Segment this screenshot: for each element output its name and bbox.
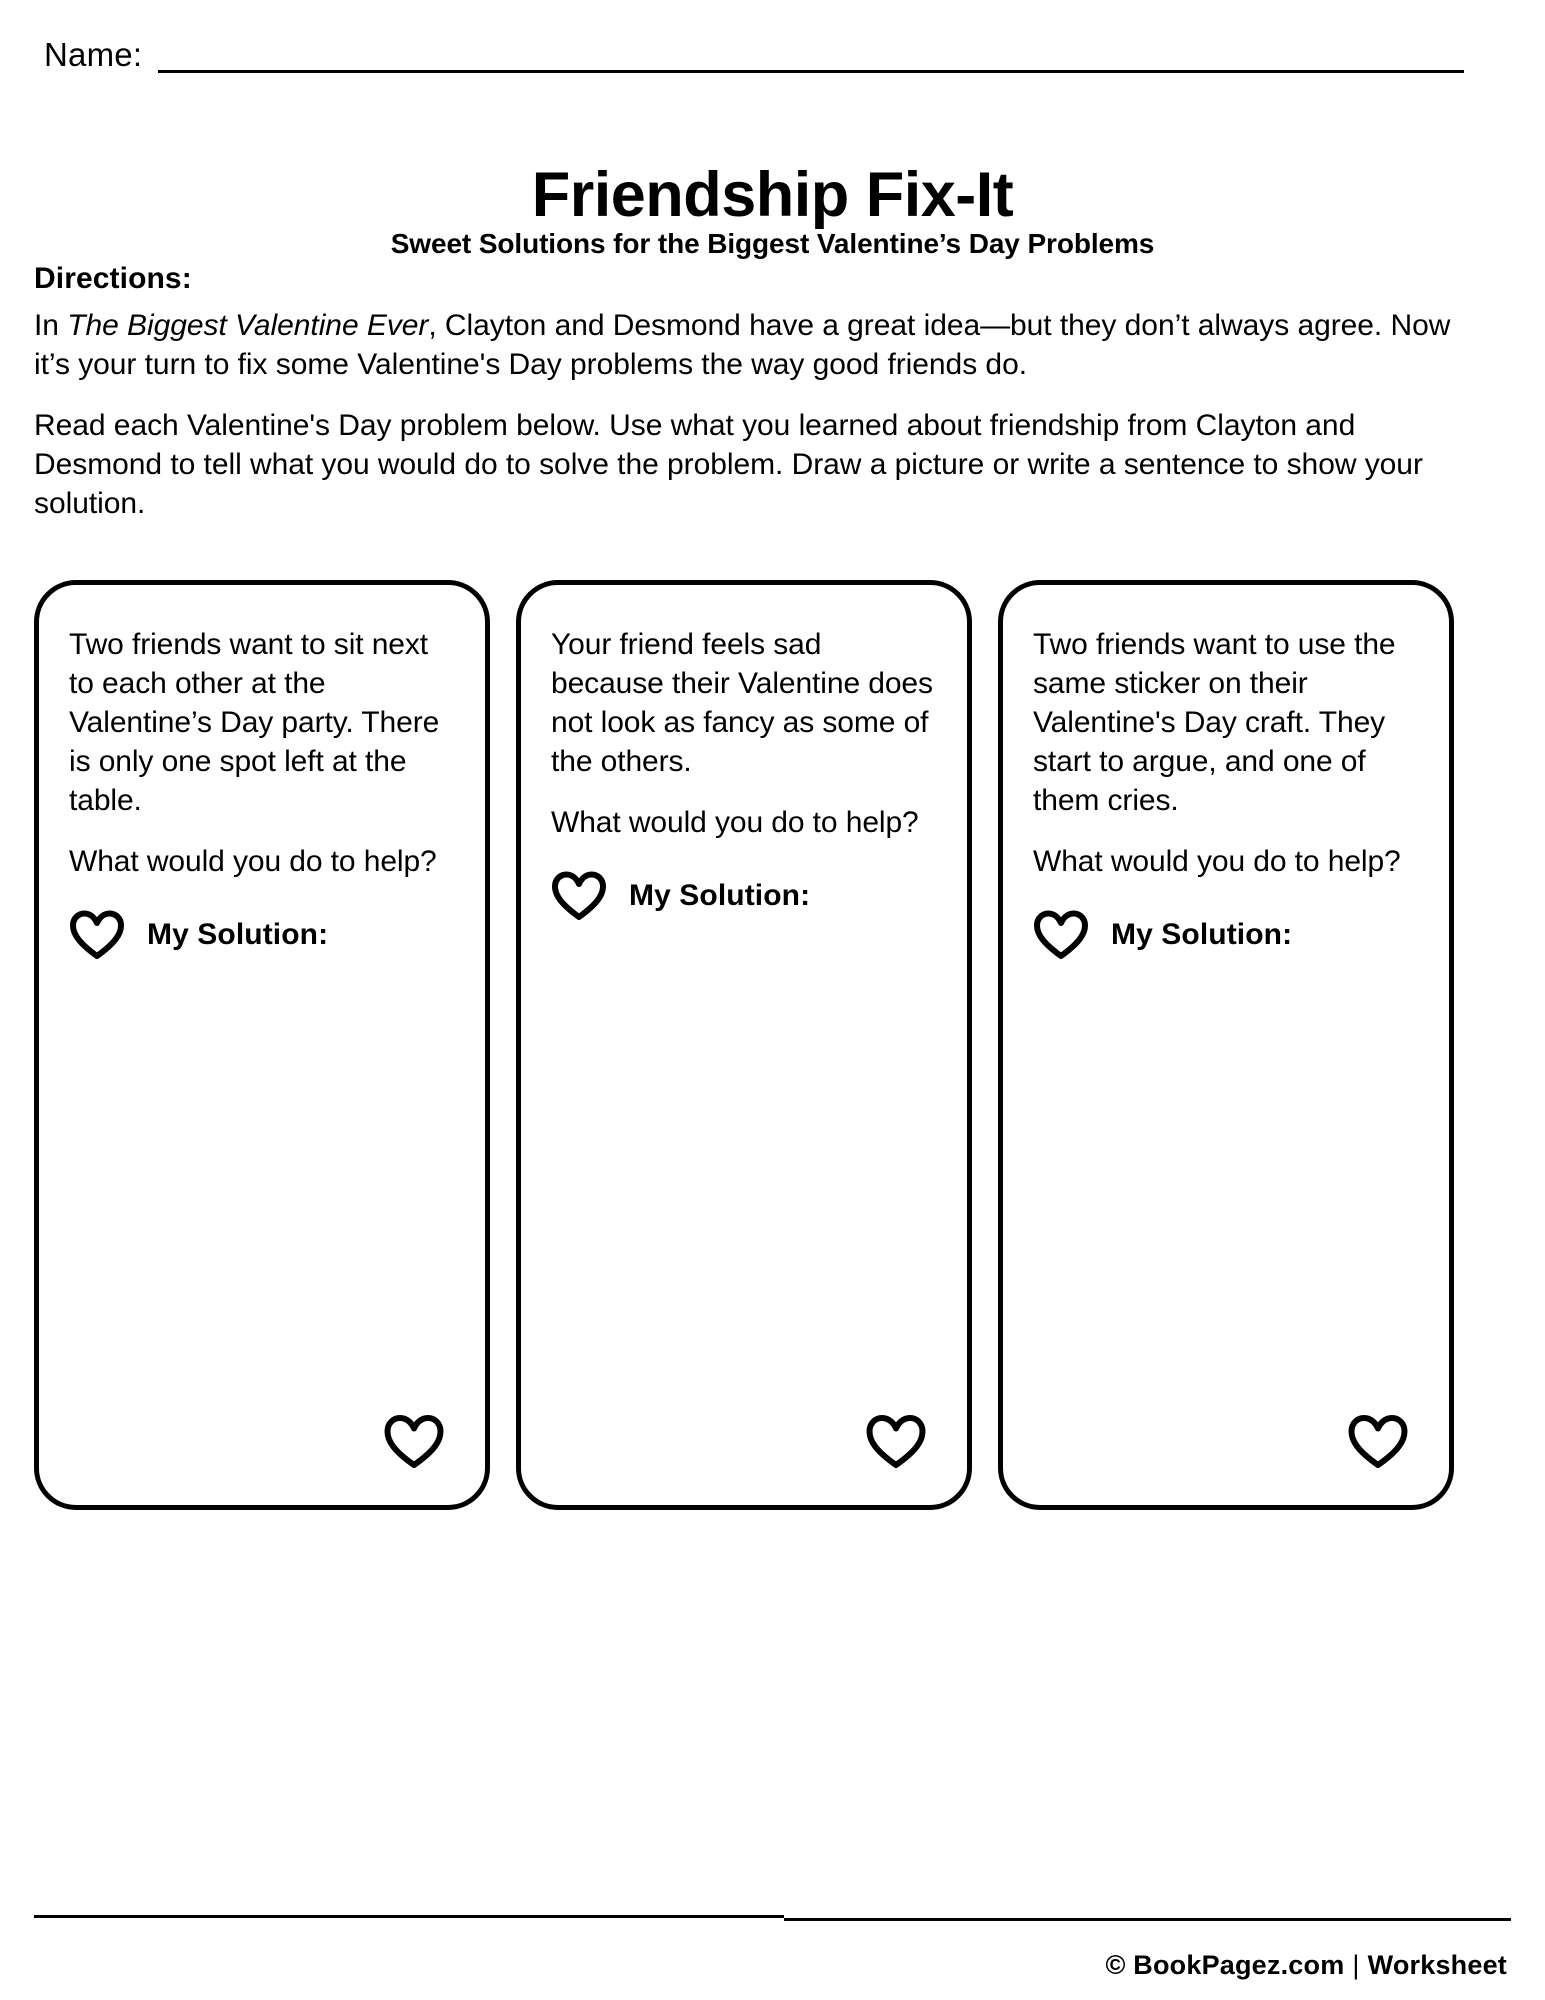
heart-icon <box>69 909 125 961</box>
solution-header <box>1033 909 1421 961</box>
page-subtitle: Sweet Solutions for the Biggest Valentine’s Day Problems <box>390 228 1155 260</box>
problem-prompt: What would you do to help? <box>551 806 919 839</box>
problem-card-2 <box>516 580 972 1510</box>
footer-type: Worksheet <box>1367 1950 1507 1980</box>
problem-card-3 <box>998 580 1454 1510</box>
directions-paragraph-1 <box>34 306 1482 384</box>
problem-prompt: What would you do to help? <box>69 845 437 878</box>
directions-heading: Directions: <box>34 262 192 295</box>
page-title: Friendship Fix-It <box>531 160 1014 231</box>
directions-paragraph-2: Read each Valentine's Day problem below. Use what you learned about friendship from Clayton and Desmond to tell what you would do to solve the problem. Draw a picture or write a sentence to show your solution. <box>34 409 1423 520</box>
problem-text: Two friends want to use the same sticker on their Valentine's Day craft. They start to argue, and one of them cries. <box>1033 628 1396 817</box>
solution-label: My Solution: <box>1111 918 1293 951</box>
directions-p1-after: , Clayton and Desmond have a great idea—but they don’t always agree. Now it’s your turn to fix some Valentine's Day problems the way good friends do. <box>34 309 1451 381</box>
footer-divider-left <box>34 1915 784 1918</box>
footer-divider-right <box>784 1918 1511 1921</box>
problem-prompt: What would you do to help? <box>1033 845 1401 878</box>
directions-section <box>34 262 1482 523</box>
book-title: The Biggest Valentine Ever <box>67 309 429 342</box>
name-label: Name: <box>44 36 143 73</box>
solution-label: My Solution: <box>147 918 329 951</box>
problem-cards <box>34 580 1454 1510</box>
name-field-row <box>44 38 1464 75</box>
problem-card-1 <box>34 580 490 1510</box>
solution-header <box>551 870 939 922</box>
heart-icon <box>1033 909 1089 961</box>
footer-separator: | <box>1352 1950 1360 1980</box>
problem-text: Your friend feels sad because their Valentine does not look as fancy as some of the others. <box>551 628 933 778</box>
solution-label: My Solution: <box>629 879 811 912</box>
solution-header <box>69 909 457 961</box>
directions-p1-before: In <box>34 309 68 342</box>
problem-text: Two friends want to sit next to each other at the Valentine’s Day party. There is only one spot left at the table. <box>69 628 440 817</box>
footer-attribution <box>1105 1950 1507 1981</box>
footer-copyright: © BookPagez.com <box>1105 1950 1345 1980</box>
name-write-line[interactable] <box>158 70 1464 73</box>
heart-icon <box>551 870 607 922</box>
